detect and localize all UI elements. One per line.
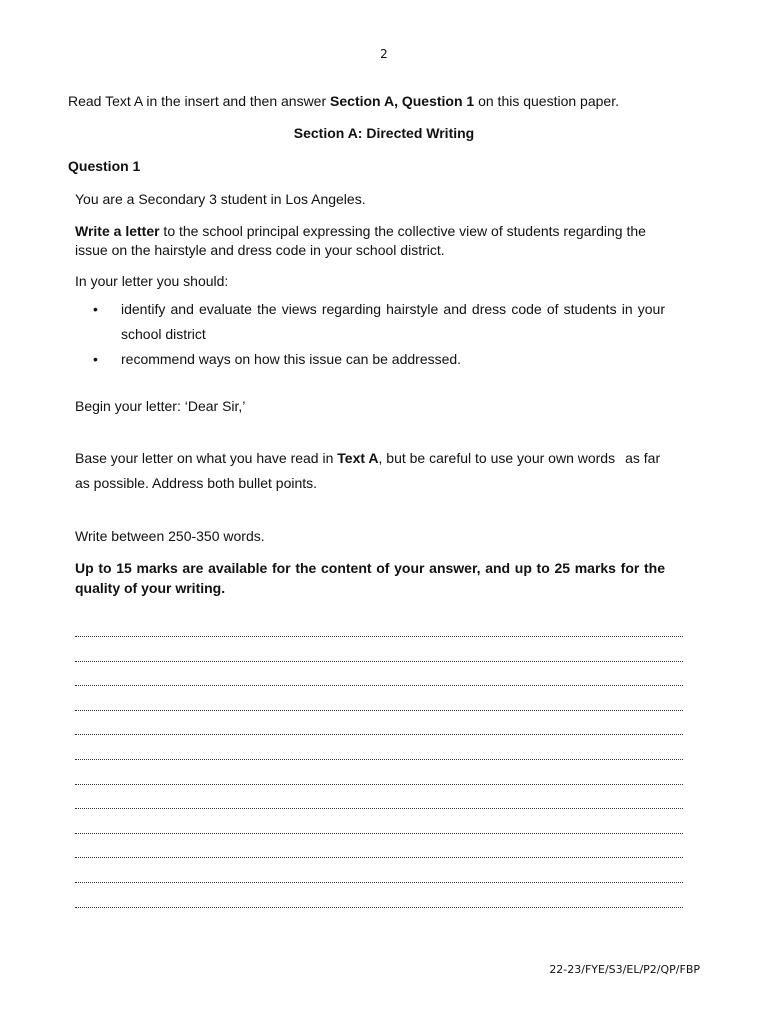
base-pre: Base your letter on what you have read in: [75, 450, 338, 466]
task-instruction: [75, 222, 665, 260]
bullet-dot-icon: •: [93, 351, 98, 367]
answer-line[interactable]: [75, 655, 683, 680]
intro-pre: Read Text A in the insert and then answer: [68, 93, 331, 109]
intro-instruction: [68, 93, 619, 109]
answer-line[interactable]: [75, 728, 683, 753]
context-text: You are a Secondary 3 student in Los Angeles.: [75, 191, 366, 207]
answer-line[interactable]: [75, 679, 683, 704]
intro-post: on this question paper.: [474, 93, 619, 109]
answer-line[interactable]: [75, 753, 683, 778]
answer-line[interactable]: [75, 704, 683, 729]
should-intro: In your letter you should:: [75, 273, 229, 289]
bullet-list: [75, 297, 665, 372]
answer-line[interactable]: [75, 876, 683, 901]
bullet-item: [75, 297, 665, 347]
base-mid: , but be careful to use your own words: [378, 450, 616, 466]
base-instruction: [75, 446, 665, 496]
base-bold: Text A: [337, 450, 379, 466]
answer-line[interactable]: [75, 802, 683, 827]
answer-lines[interactable]: [75, 630, 683, 925]
page-number: 2: [380, 47, 388, 61]
section-title: Section A: Directed Writing: [293, 125, 475, 141]
footer-code: 22-23/FYE/S3/EL/P2/QP/FBP: [549, 963, 700, 976]
base-post: as far as possible. Address both bullet points.: [75, 450, 661, 491]
bullet-text: identify and evaluate the views regarding hairstyle and dress code of students in your school district: [121, 301, 665, 342]
task-bold: Write a letter: [75, 223, 160, 239]
bullet-dot-icon: •: [93, 301, 98, 317]
bullet-item: [75, 347, 665, 372]
answer-line[interactable]: [75, 630, 683, 655]
begin-instruction: Begin your letter: ‘Dear Sir,’: [75, 398, 246, 414]
word-count-instruction: Write between 250-350 words.: [75, 528, 265, 544]
intro-bold: Section A, Question 1: [330, 93, 475, 109]
answer-line[interactable]: [75, 827, 683, 852]
answer-line[interactable]: [75, 851, 683, 876]
answer-line[interactable]: [75, 778, 683, 803]
task-rest: to the school principal expressing the collective view of students regarding the issue on the hairstyle and dress code in your school district.: [75, 223, 646, 258]
bullet-text: recommend ways on how this issue can be addressed.: [121, 351, 462, 367]
question-label: Question 1: [68, 158, 141, 174]
answer-line[interactable]: [75, 901, 683, 926]
marks-instruction: Up to 15 marks are available for the content of your answer, and up to 25 marks for the quality of your writing.: [75, 560, 665, 596]
